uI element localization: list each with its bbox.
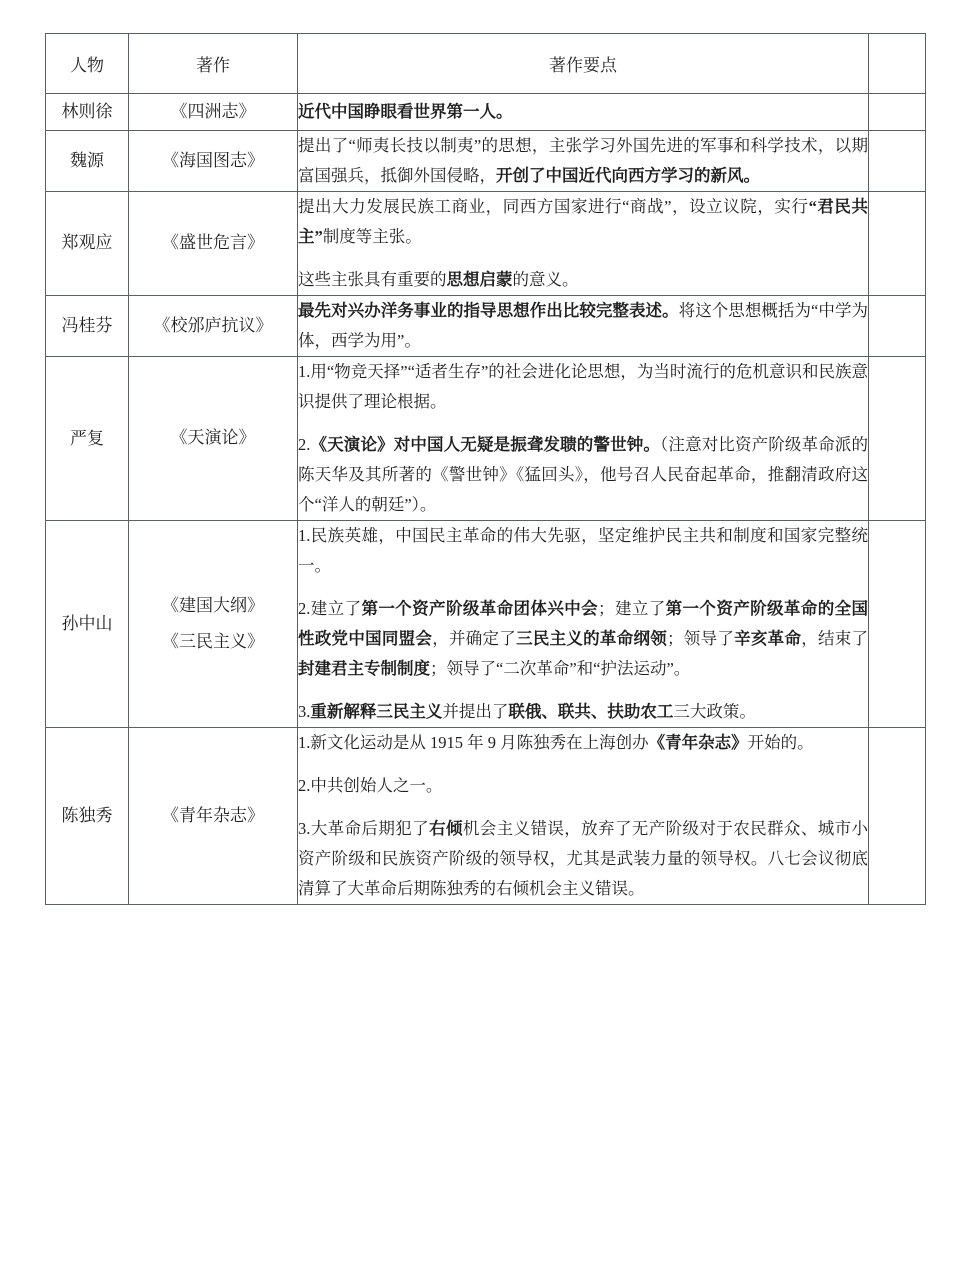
cell-work [129,520,298,727]
points-paragraph [298,296,868,356]
points-text-emphasis: 近代中国睁眼看世界第一人。 [298,101,513,121]
points-text: 提出大力发展民族工商业，同西方国家进行“商战”，设立议院，实行 [298,196,809,216]
points-text-emphasis: 三民主义的革命纲领 [516,628,668,648]
points-paragraph [298,728,868,758]
points-text: 1.用“物竞天择”“适者生存”的社会进化论思想，为当时流行的危机意识和民族意识提供了理论根据。 [298,361,868,411]
points-paragraph [298,131,868,191]
table-row [46,130,926,191]
cell-person: 严复 [46,356,129,520]
table-header-row [46,34,926,94]
cell-person: 孙中山 [46,520,129,727]
cell-extra [869,94,926,131]
cell-points [298,191,869,295]
points-text: 1.新文化运动是从 1915 年 9 月陈独秀在上海创办 [298,732,649,752]
points-paragraph [298,265,868,295]
cell-points [298,727,869,904]
points-text: ，结束了 [801,628,869,648]
points-text: 机会主义错误，放弃了无产阶级对于农民群众、城市小资产阶级和民族资产阶级的领导权，尤其是武装力量的领导权。八七会议彻底清算了大革命后期陈独秀的右倾机会主义错误。 [298,819,869,899]
work-title: 《海国图志》 [162,150,264,170]
points-text: 三大政策。 [673,701,756,721]
points-text: ；建立了 [598,598,666,618]
points-text: 1.民族英雄，中国民主革命的伟大先驱，坚定维护民主共和制度和国家完整统一。 [298,525,868,575]
cell-points [298,295,869,356]
table-body [46,94,926,905]
points-paragraph [298,521,868,581]
points-text: 3. [298,701,311,721]
points-paragraph [298,357,868,417]
cell-work [129,94,298,131]
points-paragraph [298,697,868,727]
work-title: 《校邠庐抗议》 [153,315,273,335]
points-text-emphasis: 《天演论》对中国人无疑是振聋发聩的警世钟。 [310,434,661,454]
points-paragraph [298,192,868,252]
cell-work [129,295,298,356]
points-text: 开始的。 [747,732,814,752]
work-title: 《四洲志》 [170,102,256,121]
points-text: 并提出了 [442,701,509,721]
cell-extra [869,191,926,295]
works-summary-table [45,33,926,905]
cell-extra [869,727,926,904]
points-text: 3.大革命后期犯了 [298,819,430,838]
table-row [46,520,926,727]
points-text-emphasis: 最先对兴办洋务事业的指导思想作出比较完整表述。 [298,300,679,320]
points-text: 2.中共创始人之一。 [298,775,443,795]
points-text: 制度等主张。 [322,226,422,246]
cell-person: 林则徐 [46,94,129,131]
work-title: 《盛世危言》 [162,233,264,253]
cell-points [298,356,869,520]
column-header-person: 人物 [46,34,129,94]
table-row [46,191,926,295]
cell-person: 冯桂芬 [46,295,129,356]
work-title: 《建国大纲》 [162,596,264,616]
table-row [46,295,926,356]
cell-work [129,356,298,520]
points-text-emphasis: 联俄、联共、扶助农工 [508,701,674,721]
cell-extra [869,520,926,727]
cell-person: 魏源 [46,130,129,191]
points-text-emphasis: 思想启蒙 [446,269,513,289]
table-row [46,356,926,520]
cell-extra [869,130,926,191]
cell-extra [869,356,926,520]
cell-person: 郑观应 [46,191,129,295]
cell-work [129,130,298,191]
table-row [46,727,926,904]
work-title: 《三民主义》 [162,631,264,651]
points-text: 2.建立了 [298,598,362,618]
cell-points [298,94,869,131]
column-header-work: 著作 [129,34,298,94]
points-text-emphasis: 第一个资产阶级革命的全国性政党中国同盟会 [298,598,869,648]
points-text-emphasis: 右倾 [429,819,463,838]
points-paragraph [298,771,868,801]
cell-work [129,191,298,295]
points-text: 提出了“师夷长技以制夷”的思想，主张学习外国先进的军事和科学技术，以期富国强兵，抵御外国侵略， [298,135,868,185]
points-paragraph [298,430,868,520]
cell-points [298,520,869,727]
column-header-extra [869,34,926,94]
points-text: 这些主张具有重要的 [298,269,447,289]
points-text: （注意对比资产阶级革命派的陈天华及其所著的《警世钟》《猛回头》，他号召人民奋起革命，推翻清政府这个“洋人的朝廷”）。 [298,434,869,514]
points-text: 的意义。 [512,269,579,289]
points-text: 将这个思想概括为“中学为体，西学为用”。 [298,300,869,350]
points-paragraph [298,814,868,904]
points-text: ，并确定了 [432,628,517,648]
points-text-emphasis: 封建君主专制制度 [298,658,430,678]
cell-person: 陈独秀 [46,727,129,904]
table-header [46,34,926,94]
work-title: 《青年杂志》 [162,806,264,826]
table-row [46,94,926,131]
points-text: ；领导了“二次革命”和“护法运动”。 [430,658,691,678]
points-text-emphasis: 辛亥革命 [734,628,802,648]
cell-extra [869,295,926,356]
points-text-emphasis: 重新解释三民主义 [310,701,443,721]
column-header-points: 著作要点 [298,34,869,94]
table-container [45,33,925,905]
points-text-emphasis: “君民共主” [298,196,868,246]
work-title: 《天演论》 [170,428,256,448]
points-paragraph [298,594,868,684]
points-text: 2. [298,434,311,454]
cell-points [298,130,869,191]
points-text-emphasis: 开创了中国近代向西方学习的新风。 [496,165,760,185]
points-text-emphasis: 第一个资产阶级革命团体兴中会 [361,598,599,618]
points-text: ；领导了 [667,628,735,648]
cell-work [129,727,298,904]
points-text-emphasis: 《青年杂志》 [648,732,748,752]
points-paragraph [298,97,868,127]
